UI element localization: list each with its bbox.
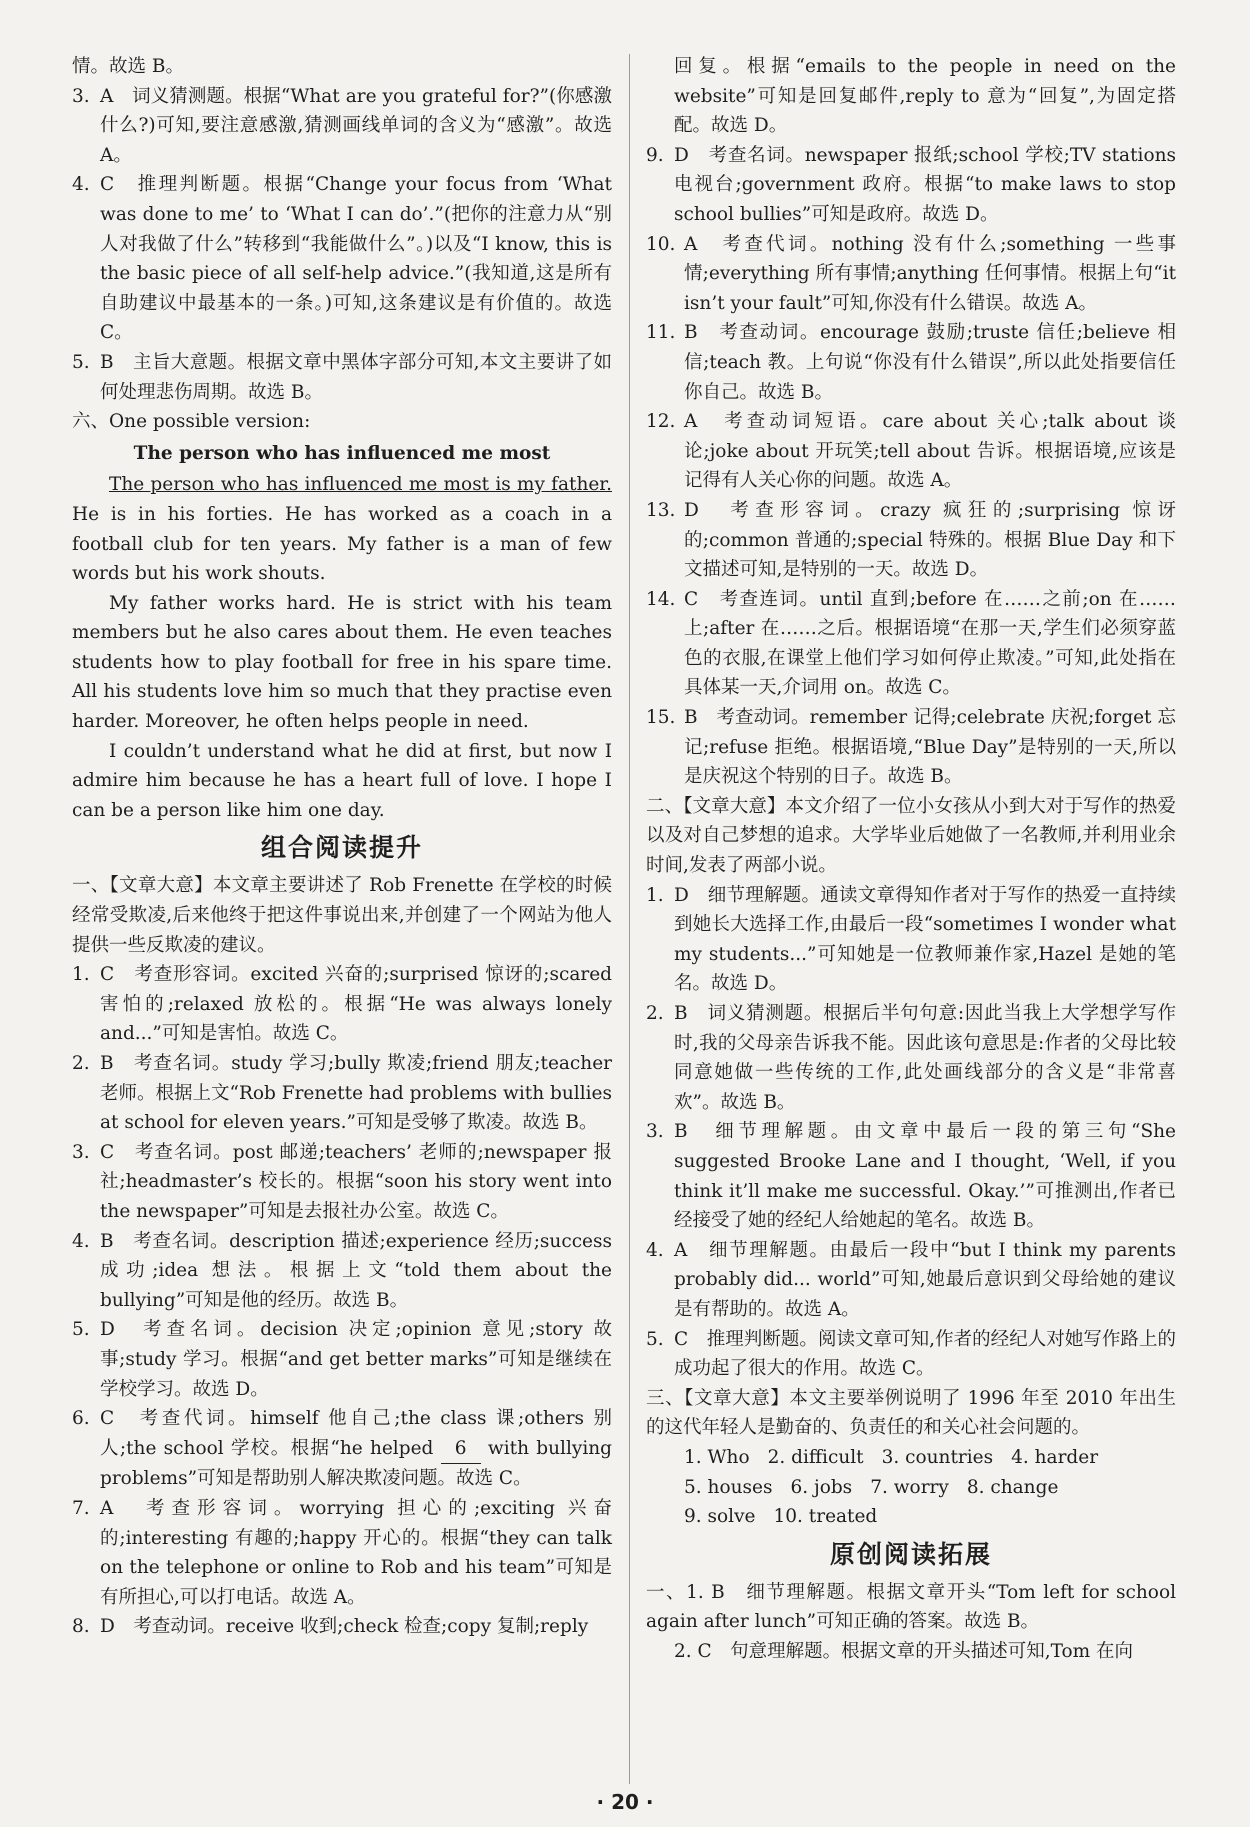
essay-title: The person who has influenced me most — [133, 442, 551, 464]
answer-item — [646, 585, 1176, 703]
answer-item — [646, 703, 1176, 792]
item-number: 5. — [646, 1328, 664, 1350]
answer-word: 5. houses — [684, 1476, 773, 1498]
answer-item — [646, 999, 1176, 1117]
answer-item — [646, 1325, 1176, 1384]
answer-item — [72, 1404, 612, 1494]
answer-item — [646, 881, 1176, 999]
answer-word: 9. solve — [684, 1506, 756, 1528]
left-column — [72, 52, 612, 1642]
item-text: C 推理判断题。根据“Change your focus from ‘What was done to me’ to ‘What I can do’.”(把你的注意力从“别人对我做了什么”转移到“我能做什么”。)以及“I know, this is the basic piece of all self-help advice.”(我知道,这是所有自助建议中最基本的一条。)可知,这条建议是有价值的。故选 C。 — [100, 174, 612, 344]
item-number: 14. — [646, 588, 676, 610]
item-text: C 考查连词。until 直到;before 在……之前;on 在……上;after 在……之后。根据语境“在那一天,学生们必须穿蓝色的衣服,在课堂上他们学习如何停止欺凌。”可知,此处指在具体某一天,介词用 on。故选 C。 — [684, 588, 1176, 699]
answer-row — [684, 1443, 1176, 1473]
item-number: 2. — [72, 1053, 90, 1074]
section-title: 原创阅读拓展 — [829, 1539, 992, 1569]
item-number: 10. — [646, 233, 676, 255]
answer-word: 1. Who — [684, 1446, 750, 1468]
answer-item — [646, 230, 1176, 319]
column-divider — [629, 54, 630, 1784]
item-text: B 考查名词。description 描述;experience 经历;success 成功;idea 想法。根据上文“told them about the bullying”可知是他的经历。故选 B。 — [100, 1230, 612, 1311]
item-text — [100, 1404, 612, 1494]
answer-word: 10. treated — [773, 1506, 878, 1528]
paragraph-text: He is in his forties. He has worked as a coach in a football club for ten years. My father is a man of few words but his work shouts. — [72, 503, 612, 585]
answer-word: 3. countries — [881, 1446, 994, 1468]
answer-word: 6. jobs — [790, 1476, 853, 1498]
item-number: 13. — [646, 499, 676, 521]
item-text: B 词义猜测题。根据后半句句意:因此当我上大学想学写作时,我的父母亲告诉我不能。因此该句意思是:作者的父母比较同意她做一些传统的工作,此处画线部分的含义是“非常喜欢”。故选 B。 — [674, 1003, 1176, 1113]
answer-item — [646, 1117, 1176, 1235]
essay-paragraph: I couldn’t understand what he did at first, but now I admire him because he has a heart full of love. I hope I can be a person like him one day. — [72, 740, 612, 821]
answer-item — [646, 141, 1176, 230]
section-six-heading: 六、One possible version: — [72, 411, 311, 433]
answer-item — [72, 1138, 612, 1227]
answer-word: 7. worry — [870, 1476, 949, 1498]
item-text: C 考查形容词。excited 兴奋的;surprised 惊讶的;scared 害怕的;relaxed 放松的。根据“He was always lonely and...”可知是害怕。故选 C。 — [100, 964, 612, 1045]
item-text: B 考查动词。remember 记得;celebrate 庆祝;forget 忘记;refuse 拒绝。根据语境,“Blue Day”是特别的一天,所以是庆祝这个特别的日子。故选 B。 — [684, 707, 1176, 788]
answer-item — [72, 1315, 612, 1404]
item-number: 4. — [646, 1239, 664, 1261]
item-number: 3. — [646, 1121, 664, 1143]
item-text: D 考查名词。newspaper 报纸;school 学校;TV stations 电视台;government 政府。根据“to make laws to stop school bullies”可知是政府。故选 D。 — [674, 144, 1176, 225]
answer-item — [646, 318, 1176, 407]
item-number: 5. — [72, 1319, 90, 1341]
item-number: 12. — [646, 411, 676, 433]
answer-item: 2. C 句意理解题。根据文章的开头描述可知,Tom 在向 — [674, 1640, 1134, 1662]
item-number: 5. — [72, 351, 90, 373]
item-text: D 考查动词。receive 收到;check 检查;copy 复制;reply — [100, 1616, 589, 1638]
essay-paragraph — [72, 470, 612, 588]
item-number: 7. — [72, 1497, 90, 1519]
page-number: · 20 · — [596, 1790, 654, 1814]
passage-summary: 三、【文章大意】本文主要举例说明了 1996 年至 2010 年出生的这代年轻人是勤奋的、负责任的和关心社会问题的。 — [646, 1387, 1176, 1439]
item-text: C 推理判断题。阅读文章可知,作者的经纪人对她写作路上的成功起了很大的作用。故选 C。 — [674, 1328, 1176, 1380]
item-text: B 细节理解题。由文章中最后一段的第三句“She suggested Brooke Lane and I thought, ‘Well, if you think it’ll make me successful. Okay.’”可推测出,作者已经接受了她的经纪人给她起的笔名。故选 B。 — [674, 1121, 1176, 1232]
underlined-sentence: The person who has influenced me most is my father. — [109, 474, 612, 496]
section-title: 组合阅读提升 — [260, 833, 423, 863]
item-number: 4. — [72, 174, 90, 196]
item-number: 3. — [72, 1141, 90, 1163]
text-part: C 考查代词。himself 他自己;the class 课;others 别人;the school 学校。根据“he helped — [100, 1408, 612, 1459]
item-number: 8. — [72, 1616, 90, 1638]
answer-word: 4. harder — [1011, 1446, 1099, 1468]
answer-item — [72, 348, 612, 407]
item-number: 9. — [646, 144, 664, 166]
item-text: D 细节理解题。通读文章得知作者对于写作的热爱一直持续到她长大选择工作,由最后一段“sometimes I wonder what my students...”可知她是一位教师兼作家,Hazel 是她的笔名。故选 D。 — [674, 884, 1176, 995]
right-column — [646, 52, 1176, 1666]
item-text: A 考查代词。nothing 没有什么;something 一些事情;everything 所有事情;anything 任何事情。根据上句“it isn’t your fault”可知,你没有什么错误。故选 A。 — [684, 233, 1176, 314]
item-text: A 考查动词短语。care about 关心;talk about 谈论;joke about 开玩笑;tell about 告诉。根据语境,应该是记得有人关心你的问题。故选 A。 — [684, 411, 1176, 492]
answer-row — [684, 1473, 1176, 1503]
item-number: 15. — [646, 707, 676, 729]
essay-paragraph: My father works hard. He is strict with his team members but he also cares about them. He even teaches students how to play football for free in his spare time. All his students love him so much that they practise even harder. Moreover, he often helps people in need. — [72, 592, 612, 733]
text-line: 情。故选 B。 — [72, 56, 184, 77]
passage-summary: 一、【文章大意】本文章主要讲述了 Rob Frenette 在学校的时候经常受欺凌,后来他终于把这件事说出来,并创建了一个网站为他人提供一些反欺凌的建议。 — [72, 875, 612, 956]
passage-summary: 二、【文章大意】本文介绍了一位小女孩从小到大对于写作的热爱以及对自己梦想的追求。大学毕业后她做了一名教师,并利用业余时间,发表了两部小说。 — [646, 795, 1176, 877]
item-text: B 主旨大意题。根据文章中黑体字部分可知,本文主要讲了如何处理悲伤周期。故选 B。 — [100, 351, 612, 403]
answer-word: 8. change — [966, 1476, 1059, 1498]
answer-word: 2. difficult — [767, 1446, 864, 1468]
answer-item — [646, 1236, 1176, 1325]
answer-item — [646, 407, 1176, 496]
item-text: A 细节理解题。由最后一段中“but I think my parents probably did... world”可知,她最后意识到父母给她的建议是有帮助的。故选 A。 — [674, 1239, 1176, 1320]
answer-item — [646, 496, 1176, 585]
answer-item — [72, 82, 612, 171]
answer-row — [684, 1502, 1176, 1532]
item-text: B 考查名词。study 学习;bully 欺凌;friend 朋友;teacher 老师。根据上文“Rob Frenette had problems with bullies at school for eleven years.”可知是受够了欺凌。故选 B。 — [100, 1053, 612, 1134]
item-number: 4. — [72, 1230, 90, 1252]
item-text: D 考查形容词。crazy 疯狂的;surprising 惊讶的;common 普通的;special 特殊的。根据 Blue Day 和下文描述可知,是特别的一天。故选 D。 — [684, 499, 1176, 581]
item-number: 1. — [72, 964, 90, 986]
item-number: 6. — [72, 1408, 90, 1430]
item-text: D 考查名词。decision 决定;opinion 意见;story 故事;study 学习。根据“and get better marks”可知是继续在学校学习。故选 D。 — [100, 1319, 612, 1400]
fill-in-answers — [646, 1443, 1176, 1532]
text-line: 回复。根据“emails to the people in need on the website”可知是回复邮件,reply to 意为“回复”,为固定搭配。故选 D。 — [674, 56, 1176, 137]
item-text: A 词义猜测题。根据“What are you grateful for?”(你感激什么?)可知,要注意感激,猜测画线单词的含义为“感激”。故选 A。 — [100, 85, 612, 166]
blank-number: 6 — [441, 1434, 481, 1465]
text-part: with bullying problems”可知是帮助别人解决欺凌问题。故选 C。 — [100, 1437, 612, 1490]
answer-item — [72, 1049, 612, 1138]
item-text: B 考查动词。encourage 鼓励;truste 信任;believe 相信;teach 教。上句说“你没有什么错误”,所以此处指要信任你自己。故选 B。 — [684, 322, 1176, 403]
item-number: 1. — [646, 884, 664, 906]
answer-item — [72, 170, 612, 348]
answer-item — [72, 960, 612, 1049]
item-text: C 考查名词。post 邮递;teachers’ 老师的;newspaper 报社;headmaster’s 校长的。根据“soon his story went into the newspaper”可知是去报社办公室。故选 C。 — [100, 1141, 612, 1222]
item-text: A 考查形容词。worrying 担心的;exciting 兴奋的;interesting 有趣的;happy 开心的。根据“they can talk on the telephone or online to Rob and his team”可知是有所担心,可以打电话。故选 A。 — [100, 1497, 612, 1608]
answer-item — [72, 1612, 612, 1642]
answer-item — [72, 1227, 612, 1316]
answer-item — [72, 1494, 612, 1612]
answer-item: 一、1. B 细节理解题。根据文章开头“Tom left for school again after lunch”可知正确的答案。故选 B。 — [646, 1581, 1176, 1633]
item-number: 2. — [646, 1003, 664, 1024]
item-number: 11. — [646, 322, 676, 344]
item-number: 3. — [72, 85, 90, 107]
